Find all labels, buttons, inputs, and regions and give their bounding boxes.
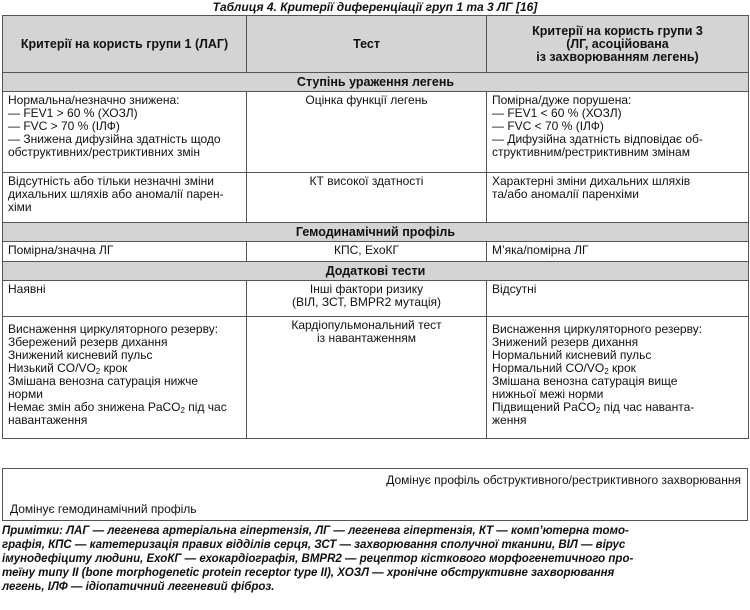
cell-line: Інші фактори ризику (309, 282, 424, 296)
cell-line: навантаження (8, 413, 88, 427)
cell-group3: М’яка/помірна ЛГ (487, 242, 749, 262)
cell-line: ження (492, 413, 527, 427)
section-row (3, 73, 749, 92)
cell-line: — FVC > 70 % (ІЛФ) (8, 119, 120, 133)
cell-line: Відсутність або тільки незначні зміни (8, 174, 215, 188)
cell-text: Низький CO/VO (8, 361, 96, 375)
cell-group1 (3, 92, 247, 173)
section-row (3, 262, 749, 281)
table-row (3, 317, 749, 439)
table-notes (2, 524, 744, 594)
table-row (3, 242, 749, 262)
cell-line: Виснаження циркуляторного резерву: (8, 322, 219, 336)
table-row (3, 281, 749, 317)
notes-line: теїну типу ІІ (bone morphogenetic protein receptor type II), ХОЗЛ — хронічне обструктивне захворювання (2, 567, 615, 579)
notes-line: імунодефіциту людини, ЕхоКГ — ехокардіографія, BMPR2 — рецептор кісткового морфогенетичного про- (2, 553, 634, 565)
cell-line: Знижений кисневий пульс (8, 348, 153, 362)
cell-test (247, 317, 487, 439)
cell-text: крок (608, 361, 636, 375)
subscript: 2 (95, 367, 101, 376)
cell-group1 (3, 317, 247, 439)
header-group3 (487, 16, 749, 73)
section-row (3, 223, 749, 242)
cell-line: Змішана венозна сатурація вище (492, 374, 678, 388)
cell-group1 (3, 173, 247, 223)
header-group3-line: із захворюванням легень) (536, 49, 699, 64)
cell-group1: Наявні (3, 281, 247, 317)
cell-test: КТ високої здатності (247, 173, 487, 223)
cell-line: — FEV1 > 60 % (ХОЗЛ) (8, 106, 138, 120)
cell-text: під час (184, 400, 227, 414)
cell-line: Характерні зміни дихальних шляхів (492, 174, 691, 188)
cell-line: — FVC < 70 % (ІЛФ) (492, 119, 604, 133)
cell-text: під час наванта- (600, 400, 695, 414)
cell-line: нижньої межі норми (492, 387, 604, 401)
cell-line: Виснаження циркуляторного резерву: (492, 322, 703, 336)
cell-text: Підвищений PaCO (492, 400, 596, 414)
cell-line: Нормальна/незначно знижена: (8, 93, 180, 107)
cell-text: крок (100, 361, 128, 375)
cell-line: — Дифузійна здатність відповідає об- (492, 132, 703, 146)
cell-line: дихальних шляхів або аномалії парен- (8, 187, 224, 201)
section-lung-title: Ступінь ураження легень (3, 73, 749, 92)
cell-line: Змішана венозна сатурація нижче (8, 374, 199, 388)
cell-group1: Помірна/значна ЛГ (3, 242, 247, 262)
cell-line: — Знижена дифузійна здатність щодо (8, 132, 221, 146)
cell-line: — FEV1 < 60 % (ХОЗЛ) (492, 106, 622, 120)
section-hemo-title: Гемодинамічний профіль (3, 223, 749, 242)
subscript: 2 (180, 406, 185, 415)
header-group3-line: Критерії на користь групи 3 (532, 23, 703, 38)
cell-line: обструктивних/рестриктивних змін (8, 145, 200, 159)
cell-line: норми (8, 387, 43, 401)
cell-line: та/або аномалії паренхіми (492, 187, 639, 201)
cell-line: Знижений резерв дихання (492, 335, 639, 349)
cell-line: хіми (8, 200, 32, 214)
table-caption: Таблиця 4. Критерії диференціації груп 1 та 3 ЛГ [16] (212, 0, 538, 14)
cell-line: Кардіопульмональний тест (291, 318, 442, 332)
hemodynamic-profile-label: Домінує гемодинамічний профіль (10, 502, 197, 516)
cell-line: Збережений резерв дихання (8, 335, 168, 349)
cell-line: Помірна/дуже порушена: (492, 93, 632, 107)
notes-line: Примітки: ЛАГ — легенева артеріальна гіпертензія, ЛГ — легенева гіпертензія, КТ — комп’ютерна томо- (2, 525, 629, 537)
cell-test: Оцінка функції легень (247, 92, 487, 173)
cell-line: із навантаженням (316, 331, 417, 345)
cell-test (247, 281, 487, 317)
cell-group3 (487, 317, 749, 439)
cell-text: Нормальний CO/VO (492, 361, 605, 375)
subscript: 2 (595, 406, 601, 415)
header-group1: Критерії на користь групи 1 (ЛАГ) (3, 16, 247, 73)
obstructive-profile-label: Домінує профіль обструктивного/рестриктивного захворювання (386, 473, 741, 487)
cell-line: структивним/рестриктивним змінам (492, 145, 690, 159)
cell-line: (ВІЛ, ЗСТ, BMPR2 мутація) (291, 295, 442, 309)
header-group3-line: (ЛГ, асоційована (566, 36, 669, 51)
criteria-table (2, 15, 749, 439)
table-row (3, 92, 749, 173)
subscript: 2 (604, 367, 609, 376)
cell-group3 (487, 173, 749, 223)
obstructive-profile-bar (2, 468, 748, 491)
table-row (3, 173, 749, 223)
notes-line: графія, КПС — катетеризація правих відділів серця, ЗСТ — захворювання сполучної тканини, ВІЛ — вірус (2, 539, 626, 551)
cell-group3: Відсутні (487, 281, 749, 317)
notes-line: легень, ІЛФ — ідіопатичний легеневий фіброз. (2, 581, 275, 593)
cell-text: Немає змін або знижена PaCO (8, 400, 181, 414)
hemodynamic-profile-bar (2, 491, 748, 521)
cell-group3 (487, 92, 749, 173)
cell-test: КПС, ЕхоКГ (247, 242, 487, 262)
section-extra-title: Додаткові тести (3, 262, 749, 281)
cell-line (492, 401, 743, 414)
header-test: Тест (247, 16, 487, 73)
cell-line: Нормальний кисневий пульс (492, 348, 652, 362)
table-header-row (3, 16, 749, 73)
